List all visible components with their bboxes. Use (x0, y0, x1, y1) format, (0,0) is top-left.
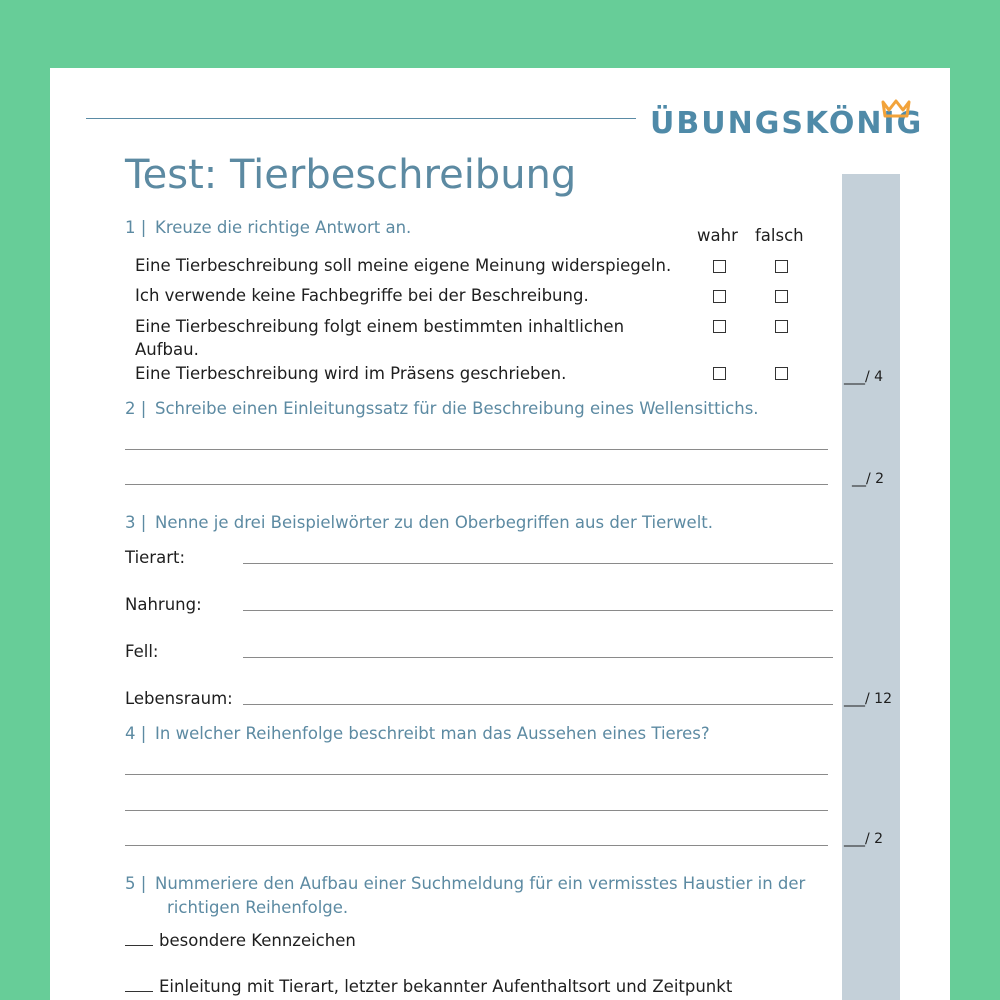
worksheet (50, 68, 950, 1000)
statement-1: Eine Tierbeschreibung soll meine eigene Meinung widerspiegeln. (135, 256, 672, 275)
answer-line-fell[interactable] (243, 657, 833, 658)
label-fell: Fell: (125, 642, 159, 661)
question-1 (125, 218, 411, 237)
question-2 (125, 399, 759, 418)
question-3 (125, 513, 713, 532)
checkbox-false-4[interactable] (775, 367, 788, 380)
score-q2: __/ 2 (852, 471, 885, 487)
checkbox-true-1[interactable] (713, 260, 726, 273)
question-4-prompt: In welcher Reihenfolge beschreibt man das Aussehen eines Tieres? (155, 724, 710, 743)
label-nahrung: Nahrung: (125, 595, 202, 614)
question-5-prompt-line2: richtigen Reihenfolge. (167, 898, 349, 917)
checkbox-false-2[interactable] (775, 290, 788, 303)
question-5 (125, 874, 805, 893)
order-item-label: Einleitung mit Tierart, letzter bekannter Aufenthaltsort und Zeitpunkt (159, 977, 733, 996)
crown-icon (881, 98, 911, 118)
question-1-prompt: Kreuze die richtige Antwort an. (155, 218, 412, 237)
checkbox-false-3[interactable] (775, 320, 788, 333)
question-3-number: 3 | (125, 513, 147, 532)
brand-logo: ÜBUNGSKÖNIG (650, 106, 924, 141)
checkbox-true-3[interactable] (713, 320, 726, 333)
answer-line-lebensraum[interactable] (243, 704, 833, 705)
checkbox-true-2[interactable] (713, 290, 726, 303)
score-q4: ___/ 2 (844, 831, 884, 847)
order-item-label: besondere Kennzeichen (159, 931, 356, 950)
question-1-number: 1 | (125, 218, 147, 237)
order-item (125, 931, 356, 950)
score-q3: ___/ 12 (844, 691, 892, 707)
checkbox-true-4[interactable] (713, 367, 726, 380)
score-q1: ___/ 4 (844, 369, 884, 385)
label-tierart: Tierart: (125, 548, 186, 567)
answer-line[interactable] (125, 484, 828, 485)
statement-2: Ich verwende keine Fachbegriffe bei der Beschreibung. (135, 286, 589, 305)
question-4 (125, 724, 710, 743)
answer-line[interactable] (125, 810, 828, 811)
column-header-false: falsch (755, 226, 804, 245)
order-blank[interactable] (125, 990, 153, 992)
question-5-number: 5 | (125, 874, 147, 893)
question-2-prompt: Schreibe einen Einleitungssatz für die Beschreibung eines Wellensittichs. (155, 399, 759, 418)
question-5-prompt-line1: Nummeriere den Aufbau einer Suchmeldung für ein vermisstes Haustier in der (155, 874, 806, 893)
answer-line-tierart[interactable] (243, 563, 833, 564)
header-rule (86, 118, 636, 119)
order-item (125, 977, 732, 996)
answer-line[interactable] (125, 774, 828, 775)
question-2-number: 2 | (125, 399, 147, 418)
page-title: Test: Tierbeschreibung (125, 152, 577, 198)
question-4-number: 4 | (125, 724, 147, 743)
label-lebensraum: Lebensraum: (125, 689, 233, 708)
answer-line[interactable] (125, 449, 828, 450)
column-header-true: wahr (697, 226, 738, 245)
statement-4: Eine Tierbeschreibung wird im Präsens geschrieben. (135, 364, 567, 383)
order-blank[interactable] (125, 944, 153, 946)
statement-3-cont: Aufbau. (135, 340, 199, 359)
score-column (842, 174, 900, 1000)
checkbox-false-1[interactable] (775, 260, 788, 273)
answer-line-nahrung[interactable] (243, 610, 833, 611)
question-3-prompt: Nenne je drei Beispielwörter zu den Oberbegriffen aus der Tierwelt. (155, 513, 714, 532)
answer-line[interactable] (125, 845, 828, 846)
statement-3: Eine Tierbeschreibung folgt einem bestimmten inhaltlichen (135, 317, 625, 336)
